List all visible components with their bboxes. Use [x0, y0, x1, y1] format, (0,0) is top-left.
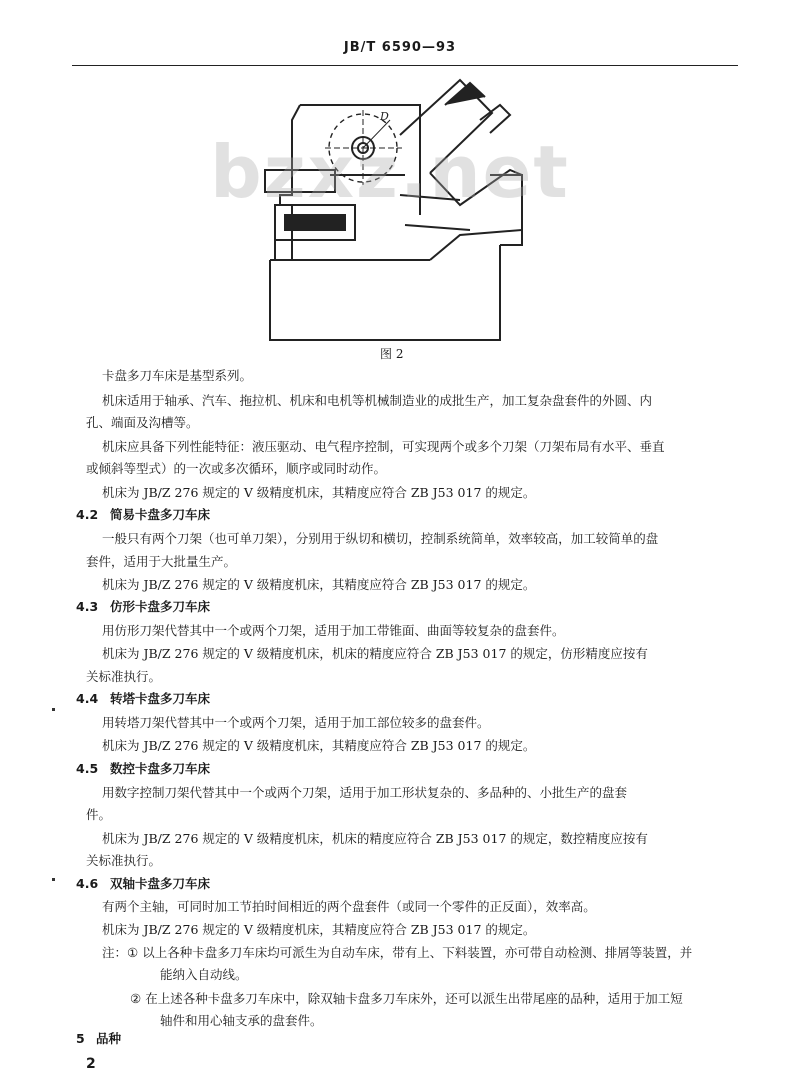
paragraph-line: 机床为 JB/Z 276 规定的 V 级精度机床，机床的精度应符合 ZB J53 017 的规定，数控精度应按有 — [102, 831, 648, 846]
paragraph-line: 用仿形刀架代替其中一个或两个刀架，适用于加工带锥面、曲面等较复杂的盘套件。 — [102, 623, 565, 638]
section-heading-4-5 — [76, 760, 210, 778]
section-title: 数控卡盘多刀车床 — [110, 761, 211, 776]
paragraph-line: 关标准执行。 — [86, 853, 162, 868]
paragraph-line: 机床为 JB/Z 276 规定的 V 级精度机床，其精度应符合 ZB J53 017 的规定。 — [102, 485, 536, 500]
note-1 — [102, 944, 692, 962]
header-rule — [72, 65, 738, 66]
diameter-label: D — [380, 110, 389, 123]
note-continuation: 能纳入自动线。 — [160, 967, 248, 982]
note-continuation: 轴件和用心轴支承的盘套件。 — [160, 1013, 323, 1028]
section-title: 仿形卡盘多刀车床 — [110, 599, 211, 614]
paragraph-line: 卡盘多刀车床是基型系列。 — [102, 368, 253, 383]
paragraph-line: 关标准执行。 — [86, 669, 162, 684]
margin-mark — [52, 708, 55, 711]
section-heading-4-6 — [76, 875, 210, 893]
paragraph-line: 有两个主轴，可同时加工节拍时间相近的两个盘套件（或同一个零件的正反面），效率高。 — [102, 899, 596, 914]
paragraph-line: 件。 — [86, 807, 112, 822]
paragraph-line: 机床适用于轴承、汽车、拖拉机、机床和电机等机械制造业的成批生产，加工复杂盘套件的外圆、内 — [102, 393, 653, 408]
section-number: 4.3 — [76, 599, 99, 614]
margin-mark — [52, 878, 55, 881]
paragraph-line: 套件，适用于大批量生产。 — [86, 554, 237, 569]
paragraph-line: 或倾斜等型式）的一次或多次循环，顺序或同时动作。 — [86, 461, 387, 476]
section-number: 4.2 — [76, 507, 99, 522]
section-title: 简易卡盘多刀车床 — [110, 507, 211, 522]
paragraph-line: 一般只有两个刀架（也可单刀架），分别用于纵切和横切，控制系统简单，效率较高，加工较简单的盘 — [102, 531, 659, 546]
note-number: ① — [127, 945, 139, 960]
watermark: bzxz.net — [210, 130, 570, 214]
note-text: 以上各种卡盘多刀车床均可派生为自动车床，带有上、下料装置，亦可带自动检测、排屑等装置，并 — [142, 945, 693, 960]
note-text: 在上述各种卡盘多刀车床中，除双轴卡盘多刀车床外，还可以派生出带尾座的品种，适用于加工短 — [145, 991, 683, 1006]
section-title: 转塔卡盘多刀车床 — [110, 691, 211, 706]
section-title: 双轴卡盘多刀车床 — [110, 876, 211, 891]
note-2 — [130, 990, 683, 1008]
paragraph-line: 机床为 JB/Z 276 规定的 V 级精度机床，其精度应符合 ZB J53 017 的规定。 — [102, 738, 536, 753]
section-heading-4-4 — [76, 690, 210, 708]
section-number: 5 — [76, 1031, 85, 1046]
page-number: 2 — [86, 1056, 96, 1072]
section-number: 4.4 — [76, 691, 99, 706]
paragraph-line: 机床应具备下列性能特征：液压驱动、电气程序控制，可实现两个或多个刀架（刀架布局有水平、垂直 — [102, 439, 665, 454]
figure-caption: 图 2 — [380, 347, 404, 361]
paragraph-line: 孔、端面及沟槽等。 — [86, 415, 199, 430]
paragraph-line: 用数字控制刀架代替其中一个或两个刀架，适用于加工形状复杂的、多品种的、小批生产的盘套 — [102, 785, 628, 800]
section-heading-5 — [76, 1030, 121, 1048]
standard-number-header: JB/T 6590—93 — [343, 40, 457, 55]
section-heading-4-2 — [76, 506, 210, 524]
section-title: 品种 — [96, 1031, 122, 1046]
paragraph-line: 机床为 JB/Z 276 规定的 V 级精度机床，其精度应符合 ZB J53 017 的规定。 — [102, 922, 536, 937]
paragraph-line: 机床为 JB/Z 276 规定的 V 级精度机床，机床的精度应符合 ZB J53 017 的规定，仿形精度应按有 — [102, 646, 648, 661]
note-number: ② — [130, 991, 142, 1006]
paragraph-line: 机床为 JB/Z 276 规定的 V 级精度机床，其精度应符合 ZB J53 017 的规定。 — [102, 577, 536, 592]
section-number: 4.6 — [76, 876, 99, 891]
section-heading-4-3 — [76, 598, 210, 616]
note-label: 注： — [102, 945, 128, 960]
paragraph-line: 用转塔刀架代替其中一个或两个刀架，适用于加工部位较多的盘套件。 — [102, 715, 490, 730]
section-number: 4.5 — [76, 761, 99, 776]
